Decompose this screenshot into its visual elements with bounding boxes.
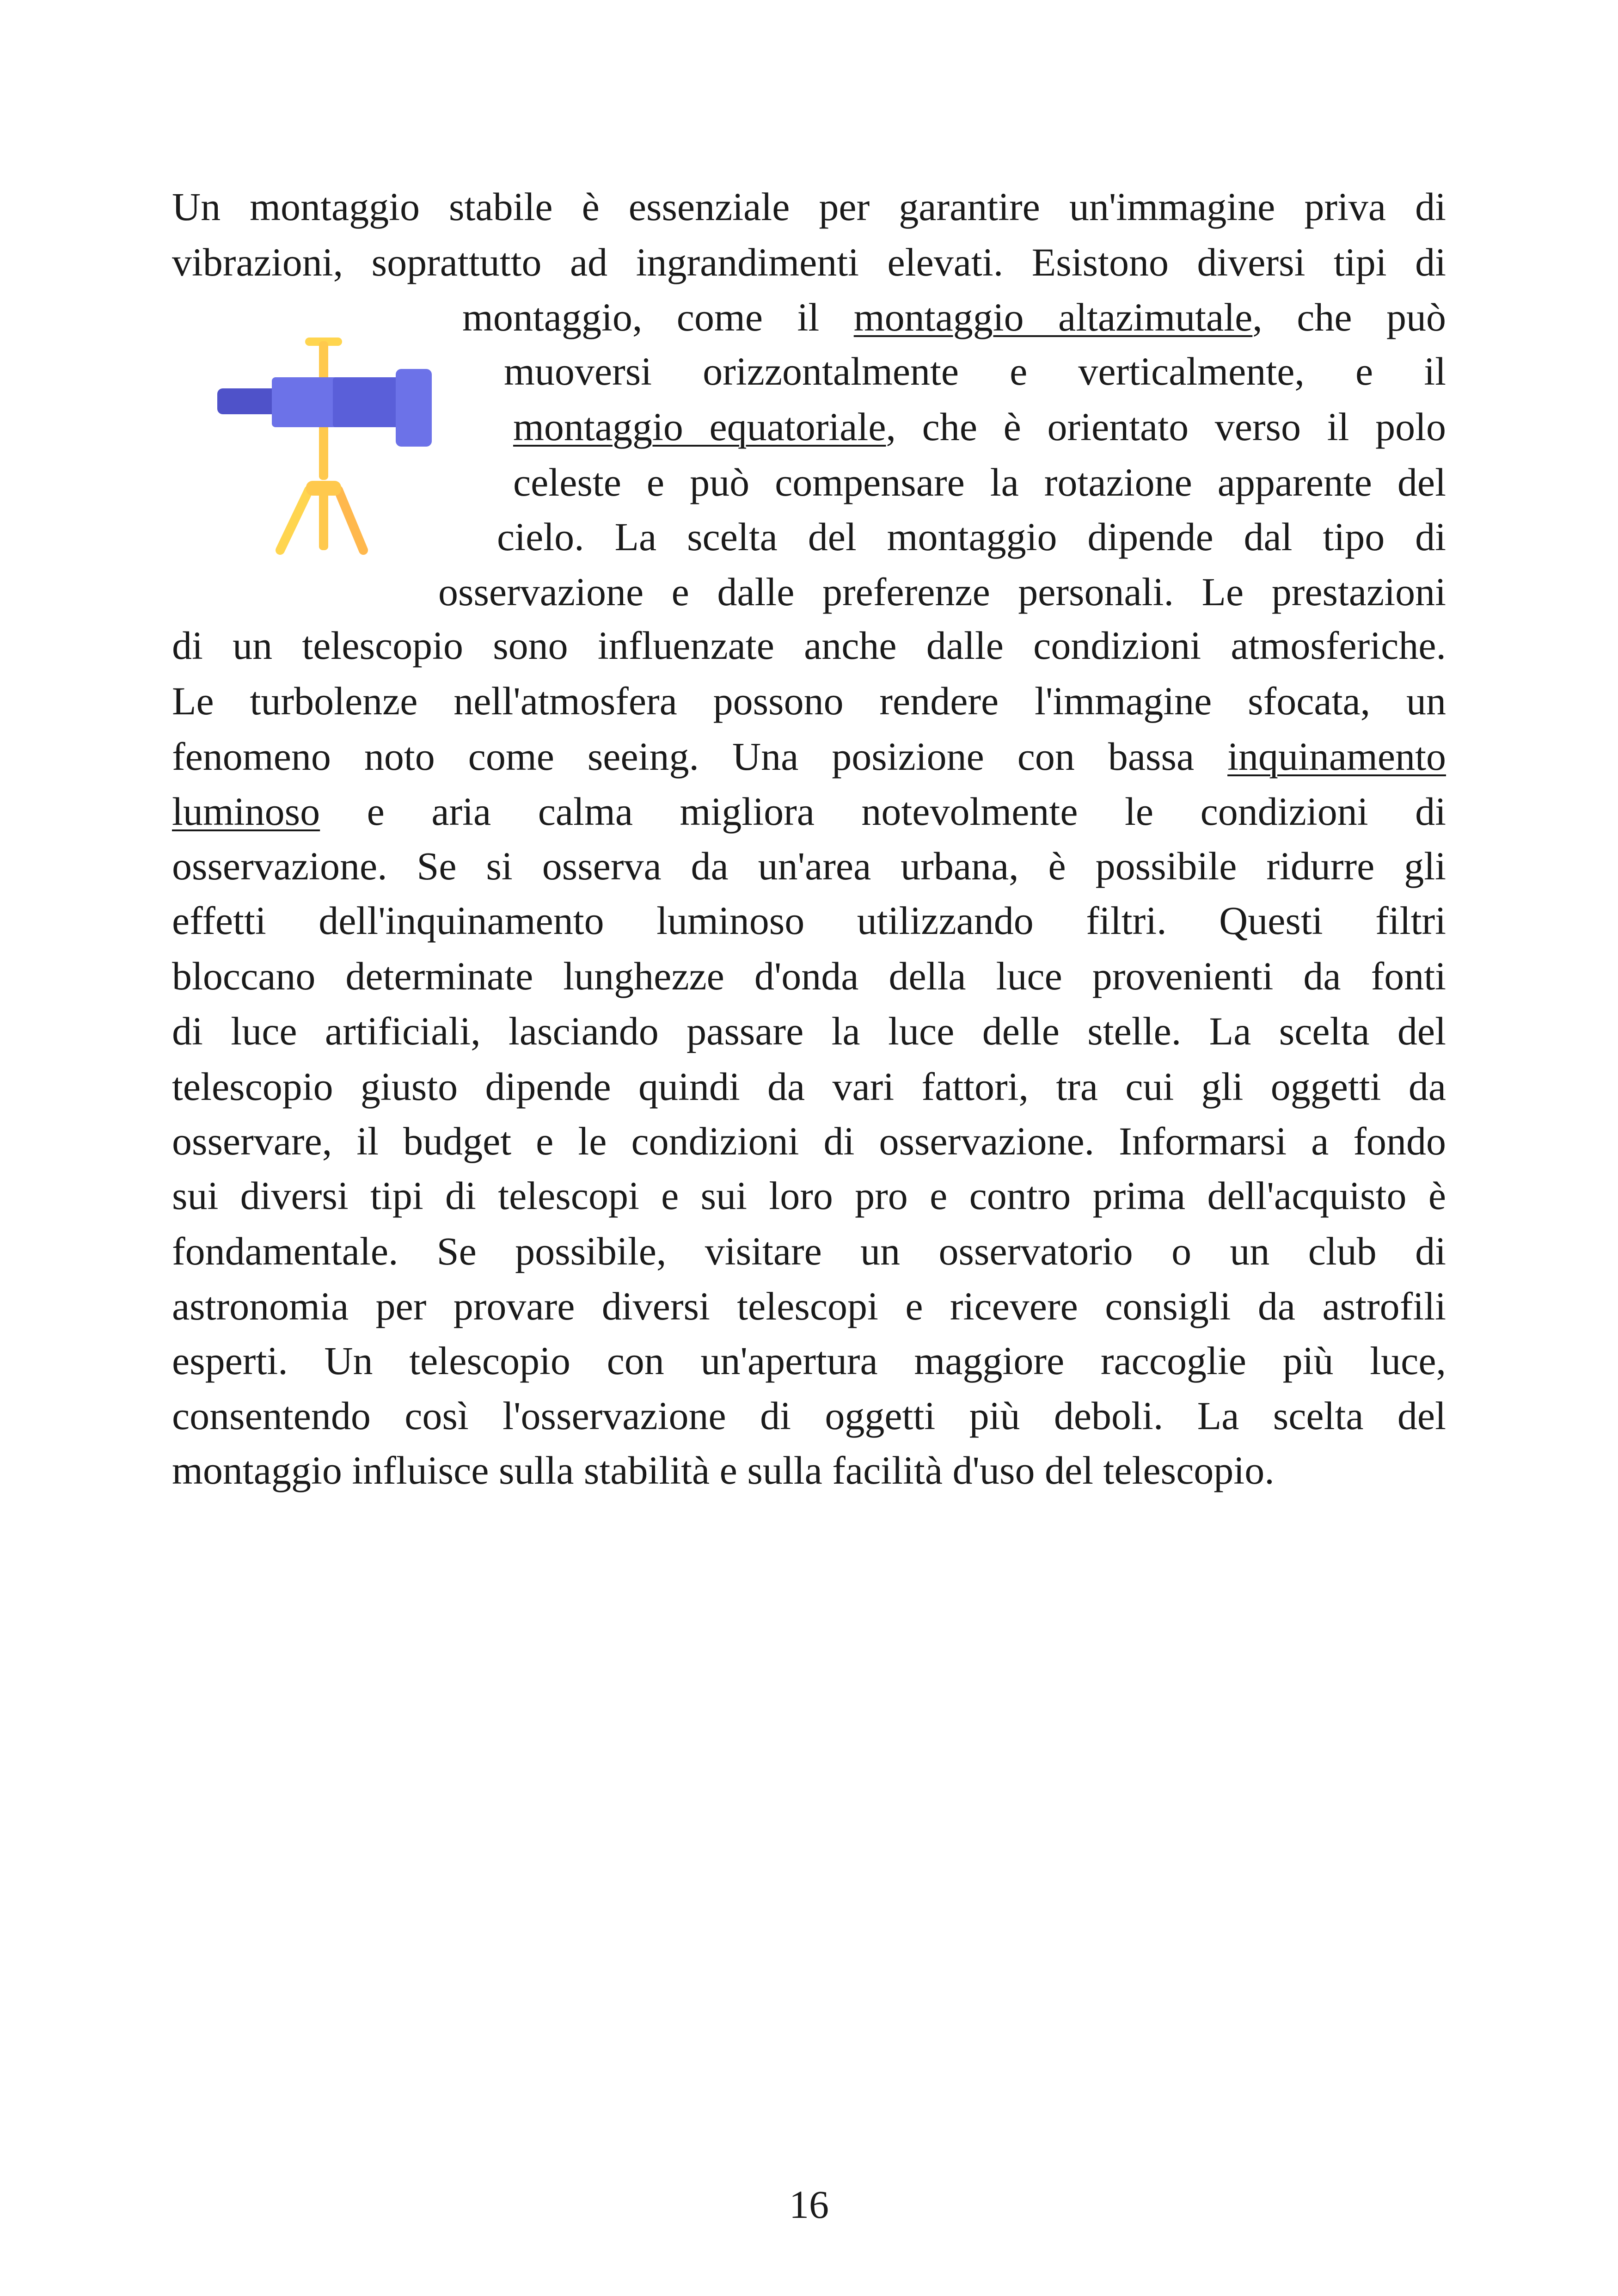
inline-link[interactable]: montaggio equatoriale: [513, 405, 886, 449]
text-run: osservazione e dalle preferenze personali. Le prestazioni: [438, 570, 1446, 614]
text-run: effetti dell'inquinamento luminoso utilizzando filtri. Questi filtri: [172, 898, 1446, 943]
text-run: e aria calma migliora notevolmente le condizioni di: [320, 789, 1446, 834]
text-line: [172, 1450, 1275, 1497]
text-line: [172, 1231, 1446, 1277]
text-run: , che può: [1252, 295, 1446, 339]
text-run: telescopio giusto dipende quindi da vari fattori, tra cui gli oggetti da: [172, 1064, 1446, 1109]
text-run: fondamentale. Se possibile, visitare un osservatorio o un club di: [172, 1229, 1446, 1273]
text-line: [172, 681, 1446, 727]
text-run: fenomeno noto come seeing. Una posizione con bassa: [172, 734, 1228, 779]
text-run: cielo. La scelta del montaggio dipende dal tipo di: [497, 515, 1446, 559]
page-number: 16: [789, 2182, 829, 2227]
text-run: muoversi orizzontalmente e verticalmente, e il: [504, 349, 1446, 393]
text-line: [462, 297, 1446, 344]
text-line: [172, 734, 1446, 783]
text-run: di luce artificiali, lasciando passare la luce delle stelle. La scelta del: [172, 1009, 1446, 1053]
text-run: osservazione. Se si osserva da un'area urbana, è possibile ridurre gli: [172, 844, 1446, 888]
text-line: [504, 351, 1446, 398]
eyepiece: [217, 388, 277, 414]
text-run: vibrazioni, soprattutto ad ingrandimenti elevati. Esistono diversi tipi di: [172, 240, 1446, 284]
text-run: consentendo così l'osservazione di oggetti più deboli. La scelta del: [172, 1394, 1446, 1438]
telescope-front-ring: [396, 369, 432, 447]
text-line: [513, 407, 1446, 453]
text-line: [172, 1173, 1446, 1222]
inline-link[interactable]: inquinamento: [1227, 734, 1446, 779]
text-run: montaggio influisce sulla stabilità e sulla facilità d'uso del telescopio.: [172, 1448, 1275, 1492]
text-line: [172, 1396, 1446, 1442]
text-line: [172, 1286, 1446, 1332]
text-run: , che è orientato verso il polo: [886, 405, 1446, 449]
tripod-yoke: [306, 481, 341, 496]
text-run: astronomia per provare diversi telescopi e ricevere consigli da astrofili: [172, 1284, 1446, 1328]
telescope-tube-shade: [333, 377, 401, 427]
tripod-leg-left: [280, 490, 309, 550]
text-line: [497, 517, 1446, 563]
text-run: osservare, il budget e le condizioni di osservazione. Informarsi a fondo: [172, 1119, 1446, 1163]
text-run: sui diversi tipi di telescopi e sui loro pro e contro prima dell'acquisto è: [172, 1173, 1446, 1218]
text-run: bloccano determinate lunghezze d'onda della luce provenienti da fonti: [172, 954, 1446, 998]
text-run: di un telescopio sono influenzate anche dalle condizioni atmosferiche.: [172, 623, 1446, 668]
text-line: [172, 789, 1446, 838]
text-run: Un montaggio stabile è essenziale per garantire un'immagine priva di: [172, 184, 1446, 229]
text-line: [172, 1338, 1446, 1387]
text-line: [172, 956, 1446, 1002]
telescope-icon: [217, 333, 439, 564]
inline-link[interactable]: luminoso: [172, 789, 320, 834]
text-line: [172, 1121, 1446, 1167]
tripod-leg-right: [338, 490, 363, 550]
text-line: [172, 184, 1446, 233]
inline-link[interactable]: montaggio altazimutale: [853, 295, 1253, 339]
text-run: Le turbolenze nell'atmosfera possono rendere l'immagine sfocata, un: [172, 679, 1446, 723]
text-line: [438, 572, 1446, 618]
text-line: [172, 846, 1446, 892]
text-line: [172, 242, 1446, 289]
text-line: [513, 462, 1446, 509]
text-run: montaggio, come il: [462, 295, 854, 339]
text-line: [172, 623, 1446, 672]
text-run: celeste e può compensare la rotazione apparente del: [513, 460, 1446, 504]
text-line: [172, 898, 1446, 947]
text-run: esperti. Un telescopio con un'apertura maggiore raccoglie più luce,: [172, 1338, 1446, 1383]
text-line: [172, 1011, 1446, 1057]
text-line: [172, 1064, 1446, 1113]
